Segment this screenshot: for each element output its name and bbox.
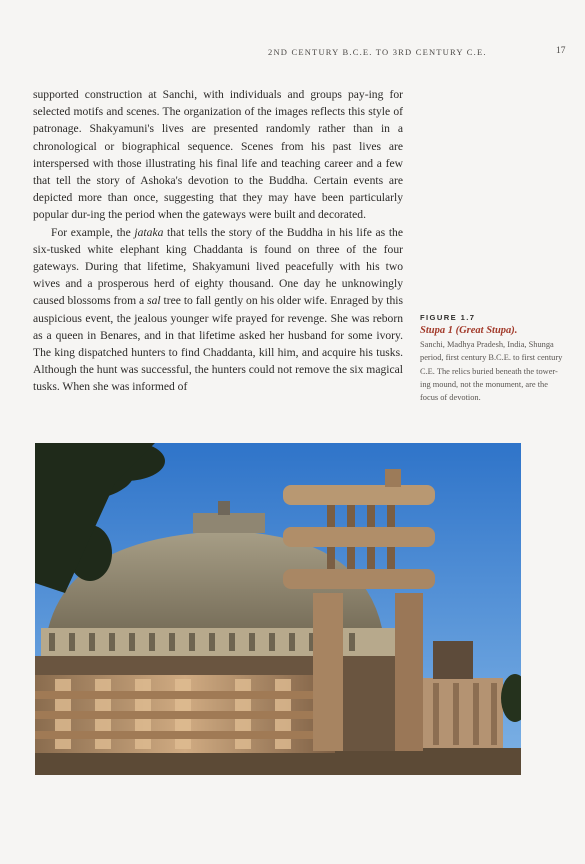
distant-temple (433, 641, 473, 679)
figure-caption-text: Sanchi, Madhya Pradesh, India, Shunga period, first century B.C.E. to first century C.E. The relics buried beneath the tower-ing mound, not the monument, are the focus of devotion. (420, 340, 563, 403)
paragraph-2-part-b: that tells the story of the Buddha in his life as the six-tusked white elephant king Chaddanta is found on three of the four gateways. During that lifetime, Shakyamuni lived peacefully with his two wives and a prosperous herd of eighty thousand. One day he unknowingly caused blossoms from a (33, 225, 403, 308)
body-text (33, 86, 403, 396)
paragraph-1: supported construction at Sanchi, with individuals and groups pay-ing for selected motifs and scenes. The organization of the images reflects this style of patronage. Shakyamuni's lives are presented randomly rather than in a chronological or biographical sequence. Scenes from his past lives are interspersed with those illustrating his final life and teaching career and a few that tell the story of Ashoka's devotion to the Buddha. Certain events are depicted more than once, suggesting that they may have been particularly popular dur-ing the period when the gateways were built and decorated. (33, 88, 403, 222)
page-number: 17 (556, 46, 566, 56)
paragraph-2-part-a: For example, the (51, 225, 135, 239)
paragraph-2-part-c: tree to fall gently on his older wife. Enraged by this auspicious event, the jealous younger wife prayed for revenge. She was reborn as a queen in Benares, and in that lifetime asked her husband for some ivory. The king dispatched hunters to find Chaddanta, kill him, and acquire his tusks. Although the hunt was successful, the hunters could not remove the six magical tusks. When she was informed of (33, 294, 403, 394)
stupa-photograph (35, 443, 521, 775)
term-jataka: jataka (134, 225, 164, 239)
figure-label: FIGURE 1.7 (420, 313, 476, 322)
running-head: 2ND CENTURY B.C.E. TO 3RD CENTURY C.E. (268, 47, 487, 57)
stupa-illustration (35, 443, 521, 775)
figure-caption (420, 311, 566, 404)
paragraph-2 (33, 224, 403, 396)
harmika (193, 513, 265, 533)
term-sal: sal (147, 294, 161, 308)
figure-title: Stupa 1 (Great Stupa). (420, 325, 518, 337)
